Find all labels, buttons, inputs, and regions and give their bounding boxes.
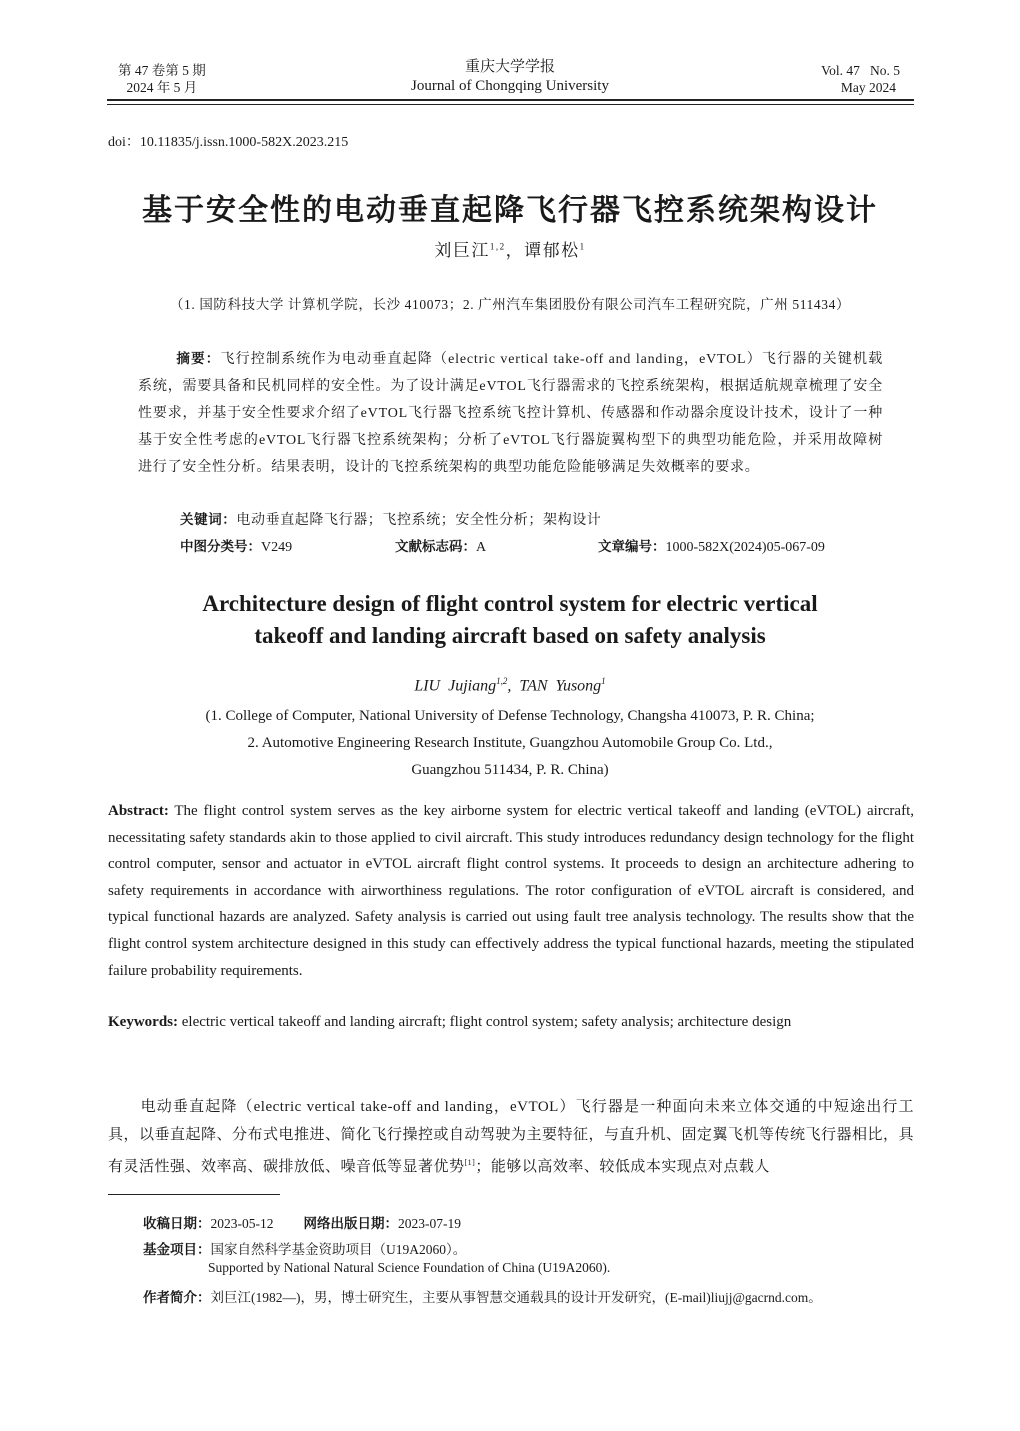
funding-label: 基金项目： xyxy=(143,1242,211,1258)
author-affiliation-mark: 1,2 xyxy=(489,241,506,252)
affiliation-cn: （1. 国防科技大学 计算机学院，长沙 410073；2. 广州汽车集团股份有限公司汽车工程研究院，广州 511434） xyxy=(169,297,851,312)
body-paragraph xyxy=(108,1094,914,1182)
journal-name-cn: 重庆大学学报 xyxy=(464,59,555,75)
affiliation-en xyxy=(60,703,960,784)
abstract-label-en: Abstract: xyxy=(108,803,169,819)
header-volume-issue-cn: 第 47 卷第 5 期 xyxy=(118,63,206,78)
online-date-label: 网络出版日期： xyxy=(303,1216,398,1232)
affiliation-en-line: (1. College of Computer, National University of Defense Technology, Changsha 410073, P. R. China; xyxy=(205,708,815,724)
authors-cn xyxy=(60,236,960,261)
clc-number xyxy=(180,535,292,556)
author-affiliation-mark: 1 xyxy=(601,676,606,686)
citation-reference: [1] xyxy=(464,1158,476,1167)
clc-label: 中图分类号： xyxy=(180,539,261,555)
author-separator: ， xyxy=(505,241,525,260)
footnote-dates xyxy=(143,1212,461,1232)
title-en xyxy=(60,588,960,652)
header-rule-thick xyxy=(107,99,914,101)
header-date-en: May 2024 xyxy=(840,80,896,95)
author-affiliation-mark: 1,2 xyxy=(496,676,508,686)
affiliation-en-line: 2. Automotive Engineering Research Institute, Guangzhou Automobile Group Co. Ltd., xyxy=(247,735,773,751)
author-bio-value: 刘巨江(1982—)，男，博士研究生，主要从事智慧交通载具的设计开发研究，(E-mail)liujj@gacrnd.com。 xyxy=(210,1290,822,1305)
author-name: 刘巨江 xyxy=(434,241,490,260)
article-number xyxy=(598,535,825,556)
author-bio-label: 作者简介： xyxy=(143,1290,211,1306)
authors-en xyxy=(60,676,960,695)
author-separator: , xyxy=(507,677,520,695)
abstract-cn xyxy=(138,346,883,481)
funding-value: 国家自然科学基金资助项目（U19A2060）。 xyxy=(210,1242,467,1257)
header-journal xyxy=(360,58,660,96)
author-name: TAN Yusong xyxy=(519,677,602,695)
abstract-en xyxy=(108,798,914,984)
keywords-label-cn: 关键词： xyxy=(180,512,237,528)
abstract-text-en: The flight control system serves as the key airborne system for electric vertical takeoff and landing (eVTOL) aircraft, necessitating safety standards akin to those applied to civil aircraft. This study introduces redundancy design technology for the flight control computer, sensor and actuator in eVTOL aircraft flight control systems. It proceeds to design an architecture adhering to safety requirements in accordance with airworthiness regulations. The rotor configuration of eVTOL aircraft is considered, and typical functional hazards are analyzed. Safety analysis is carried out using fault tree analysis technology. The results show that the flight control system architecture designed in this study can effectively address the typical functional hazards, meeting the stipulated failure probability requirements. xyxy=(108,803,914,979)
affiliation-en-line: Guangzhou 511434, P. R. China) xyxy=(411,762,609,778)
keywords-en xyxy=(108,1014,914,1031)
document-code-label: 文献标志码： xyxy=(395,539,476,555)
header-date-cn: 2024 年 5 月 xyxy=(126,80,198,95)
keywords-text-en: electric vertical takeoff and landing aircraft; flight control system; safety analysis; architecture design xyxy=(178,1014,792,1030)
footnote-funding-en: Supported by National Natural Science Foundation of China (U19A2060). xyxy=(208,1260,611,1275)
clc-value: V249 xyxy=(261,540,293,555)
article-number-label: 文章编号： xyxy=(598,539,666,555)
author-name: 谭郁松 xyxy=(524,241,580,260)
abstract-text-cn: 飞行控制系统作为电动垂直起降（electric vertical take-off and landing，eVTOL）飞行器的关键机载系统，需要具备和民机同样的安全性。为了设计满足eVTOL飞行器需求的飞控系统架构，根据适航规章梳理了安全性要求，并基于安全性要求介绍了eVTOL飞行器飞控系统飞控计算机、传感器和作动器余度设计技术，设计了一种基于安全性考虑的eVTOL飞行器飞控系统架构；分析了eVTOL飞行器旋翼构型下的典型功能危险，并采用故障树进行了安全性分析。结果表明，设计的飞控系统架构的典型功能危险能够满足失效概率的要求。 xyxy=(138,352,883,475)
document-code xyxy=(395,535,486,556)
footnote-funding xyxy=(143,1238,466,1258)
footnote-rule xyxy=(108,1194,280,1195)
online-date-value: 2023-07-19 xyxy=(398,1216,461,1231)
header-volume-issue-en: Vol. 47 No. 5 xyxy=(821,63,900,78)
article-number-value: 1000-582X(2024)05-067-09 xyxy=(665,540,825,555)
keywords-cn xyxy=(180,508,601,529)
title-en-line: takeoff and landing aircraft based on safety analysis xyxy=(254,623,766,648)
journal-name-en: Journal of Chongqing University xyxy=(411,78,609,94)
doi: doi：10.11835/j.issn.1000-582X.2023.215 xyxy=(108,135,349,150)
header-rule-thin xyxy=(107,104,914,105)
title-en-line: Architecture design of flight control system for electric vertical xyxy=(202,591,818,616)
keywords-text-cn: 电动垂直起降飞行器；飞控系统；安全性分析；架构设计 xyxy=(236,513,602,528)
footnote-author-bio xyxy=(143,1286,822,1306)
document-code-value: A xyxy=(476,540,487,555)
title-cn: 基于安全性的电动垂直起降飞行器飞控系统架构设计 xyxy=(142,193,878,228)
received-date-value: 2023-05-12 xyxy=(210,1216,274,1231)
abstract-label-cn: 摘要： xyxy=(176,351,221,367)
received-date-label: 收稿日期： xyxy=(143,1216,211,1232)
body-text: ；能够以高效率、较低成本实现点对点载人 xyxy=(475,1159,770,1175)
body-text: 电动垂直起降（electric vertical take-off and landing，eVTOL）飞行器是一种面向未来立体交通的中短途出行工具，以垂直起降、分布式电推进、简化飞行操控或自动驾驶为主要特征，与直升机、固定翼飞机等传统飞行器相比，具有灵活性强、效率高、碳排放低、噪音低等显著优势 xyxy=(108,1099,915,1175)
author-affiliation-mark: 1 xyxy=(579,241,586,252)
header-issue xyxy=(118,62,206,96)
header-volume xyxy=(780,62,920,96)
keywords-label-en: Keywords: xyxy=(108,1014,178,1030)
author-name: LIU Jujiang xyxy=(414,677,497,695)
